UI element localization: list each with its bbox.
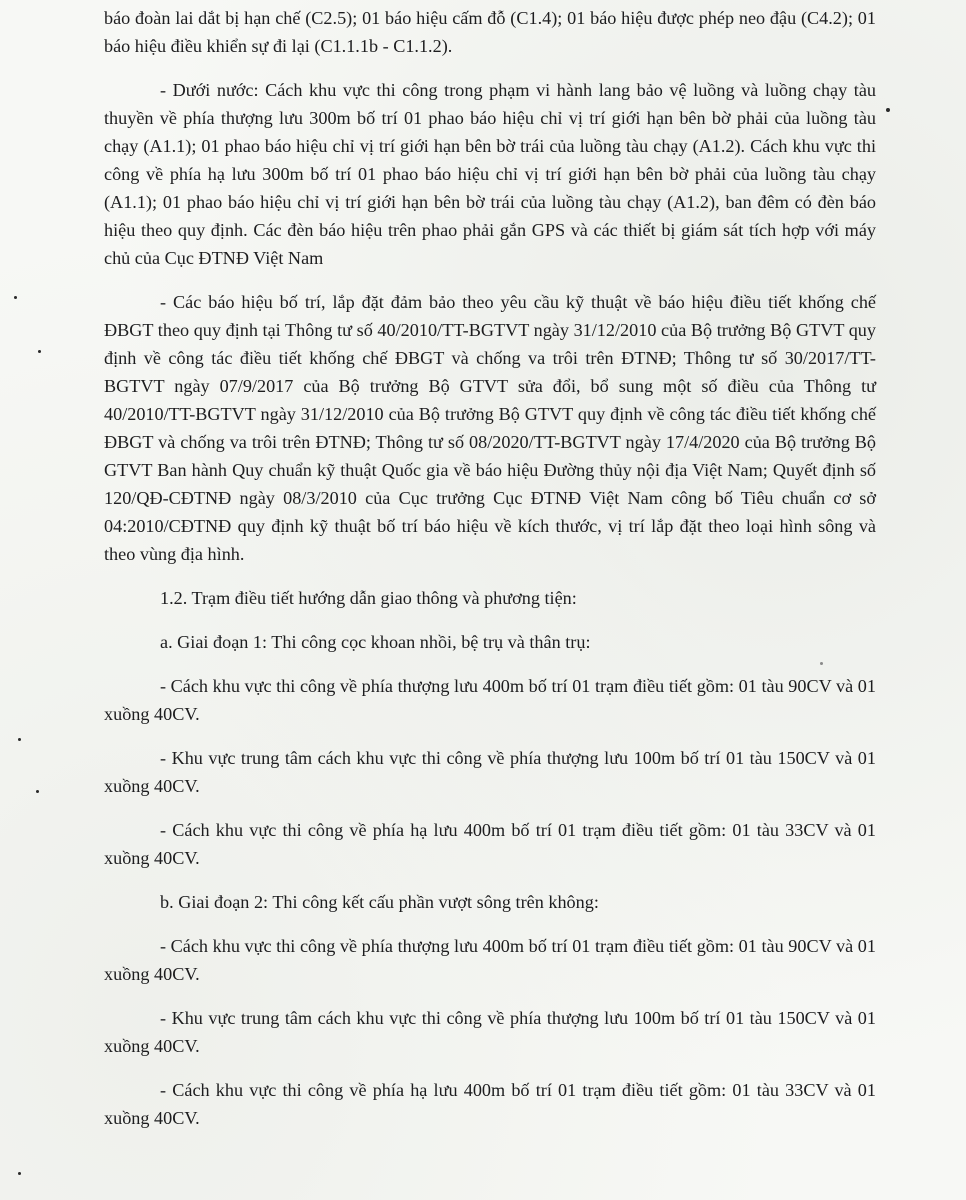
phase-1-upstream-station: - Cách khu vực thi công về phía thượng lưu 400m bố trí 01 trạm điều tiết gồm: 01 tàu 90CV và 01 xuồng 40CV. — [104, 676, 876, 724]
paragraph-underwater-buoys: - Dưới nước: Cách khu vực thi công trong phạm vi hành lang bảo vệ luồng và luồng chạy tàu thuyền về phía thượng lưu 300m bố trí 01 phao báo hiệu chỉ vị trí giới hạn bên bờ phải của luồng tàu chạy (A1.1); 01 phao báo hiệu chỉ vị trí giới hạn bên bờ trái của luồng tàu chạy (A1.2). Cách khu vực thi công về phía hạ lưu 300m bố trí 01 phao báo hiệu chỉ vị trí giới hạn bên bờ phải của luồng tàu chạy (A1.1); 01 phao báo hiệu chỉ vị trí giới hạn bên bờ trái của luồng tàu chạy (A1.2), ban đêm có đèn báo hiệu theo quy định. Các đèn báo hiệu trên phao phải gắn GPS và các thiết bị giám sát tích hợp với máy chủ của Cục ĐTNĐ Việt Nam — [104, 80, 876, 268]
scan-speck — [886, 108, 890, 112]
section-heading-1-2: 1.2. Trạm điều tiết hướng dẫn giao thông và phương tiện: — [160, 588, 577, 608]
paragraph-continued-signs: báo đoàn lai dắt bị hạn chế (C2.5); 01 báo hiệu cấm đỗ (C1.4); 01 báo hiệu được phép neo đậu (C4.2); 01 báo hiệu điều khiển sự đi lại (C1.1.1b - C1.1.2). — [104, 8, 876, 56]
scan-speck — [820, 662, 823, 665]
phase-2-central-area: - Khu vực trung tâm cách khu vực thi công về phía thượng lưu 100m bố trí 01 tàu 150CV và 01 xuồng 40CV. — [104, 1008, 876, 1056]
phase-2-upstream-station: - Cách khu vực thi công về phía thượng lưu 400m bố trí 01 trạm điều tiết gồm: 01 tàu 90CV và 01 xuồng 40CV. — [104, 936, 876, 984]
scan-speck — [18, 738, 21, 741]
subsection-heading-phase-1: a. Giai đoạn 1: Thi công cọc khoan nhồi, bệ trụ và thân trụ: — [160, 632, 591, 652]
scan-speck — [18, 1172, 21, 1175]
subsection-heading-phase-2: b. Giai đoạn 2: Thi công kết cấu phần vượt sông trên không: — [160, 892, 599, 912]
phase-2-downstream-station: - Cách khu vực thi công về phía hạ lưu 400m bố trí 01 trạm điều tiết gồm: 01 tàu 33CV và 01 xuồng 40CV. — [104, 1080, 876, 1128]
scan-speck — [36, 790, 39, 793]
paragraph-regulations: - Các báo hiệu bố trí, lắp đặt đảm bảo theo yêu cầu kỹ thuật về báo hiệu điều tiết khống chế ĐBGT theo quy định tại Thông tư số 40/2010/TT-BGTVT ngày 31/12/2010 của Bộ trưởng Bộ GTVT quy định về công tác điều tiết khống chế ĐBGT và chống va trôi trên ĐTNĐ; Thông tư số 30/2017/TT-BGTVT ngày 07/9/2017 của Bộ trưởng Bộ GTVT sửa đổi, bổ sung một số điều của Thông tư 40/2010/TT-BGTVT ngày 31/12/2010 của Bộ trưởng Bộ GTVT quy định về công tác điều tiết khống chế ĐBGT và chống va trôi trên ĐTNĐ; Thông tư số 08/2020/TT-BGTVT ngày 17/4/2020 của Bộ trưởng Bộ GTVT Ban hành Quy chuẩn kỹ thuật Quốc gia về báo hiệu Đường thủy nội địa Việt Nam; Quyết định số 120/QĐ-CĐTNĐ ngày 08/3/2010 của Cục trưởng Cục ĐTNĐ Việt Nam công bố Tiêu chuẩn cơ sở 04:2010/CĐTNĐ quy định kỹ thuật bố trí báo hiệu về kích thước, vị trí lắp đặt theo loại hình sông và theo vùng địa hình. — [104, 292, 876, 564]
scan-speck — [14, 296, 17, 299]
scan-speck — [38, 350, 41, 353]
phase-1-downstream-station: - Cách khu vực thi công về phía hạ lưu 400m bố trí 01 trạm điều tiết gồm: 01 tàu 33CV và 01 xuồng 40CV. — [104, 820, 876, 868]
document-body — [104, 4, 876, 1148]
phase-1-central-area: - Khu vực trung tâm cách khu vực thi công về phía thượng lưu 100m bố trí 01 tàu 150CV và 01 xuồng 40CV. — [104, 748, 876, 796]
